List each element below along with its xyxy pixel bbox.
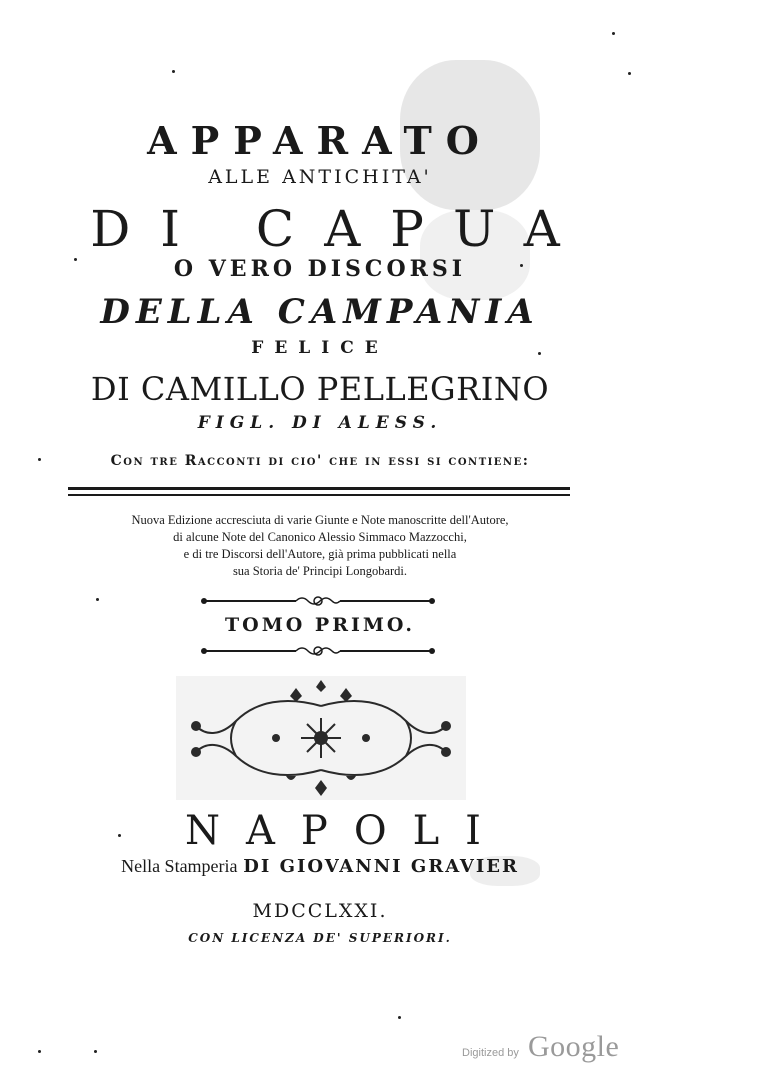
title-felice: FELICE xyxy=(251,338,389,358)
speck xyxy=(118,834,121,837)
title-apparato: APPARATO xyxy=(147,118,493,163)
edition-note-line: Nuova Edizione accresciuta di varie Giunte e Note manoscritte dell'Autore, xyxy=(131,513,509,527)
printer-name: DI GIOVANNI GRAVIER xyxy=(243,856,519,877)
imprint-license: CON LICENZA DE' SUPERIORI. xyxy=(188,931,452,945)
speck xyxy=(96,598,99,601)
title-discorsi: O VERO DISCORSI xyxy=(173,256,467,282)
edition-note-line: di alcune Note del Canonico Alessio Simmaco Mazzocchi, xyxy=(173,530,467,544)
imprint-year: MDCCLXXI. xyxy=(252,900,388,922)
speck xyxy=(94,1050,97,1053)
subtitle-racconti: Con tre Racconti di cio' che in essi si contiene: xyxy=(110,453,530,469)
double-rule-bottom xyxy=(68,494,570,496)
ornamental-rule-icon xyxy=(200,595,436,607)
title-antichita: ALLE ANTICHITA' xyxy=(208,166,432,188)
printer-prefix: Nella Stamperia xyxy=(121,856,238,876)
imprint-printer xyxy=(0,856,640,877)
volume-label: TOMO PRIMO. xyxy=(225,614,415,636)
speck xyxy=(74,258,77,261)
digitized-by-google-watermark xyxy=(462,1030,619,1064)
speck xyxy=(612,32,615,35)
title-capua: DI CAPUA xyxy=(90,200,590,258)
google-logo: Google xyxy=(527,1030,620,1063)
ornamental-rule-icon xyxy=(200,645,436,657)
speck xyxy=(628,72,631,75)
double-rule-top xyxy=(68,487,570,490)
watermark-prefix: Digitized by xyxy=(462,1047,519,1059)
edition-note-line: sua Storia de' Principi Longobardi. xyxy=(232,564,408,578)
speck xyxy=(38,458,41,461)
speck xyxy=(172,70,175,73)
speck xyxy=(398,1016,401,1019)
speck xyxy=(520,264,523,267)
author-parentage: FIGL. DI ALESS. xyxy=(197,413,443,433)
title-campania: DELLA CAMPANIA xyxy=(100,292,540,332)
floral-vignette-icon xyxy=(176,676,466,800)
speck xyxy=(538,352,541,355)
imprint-city: NAPOLI xyxy=(185,808,507,854)
author-name: DI CAMILLO PELLEGRINO xyxy=(90,370,550,408)
edition-note-line: e di tre Discorsi dell'Autore, già prima pubblicati nella xyxy=(183,547,457,561)
speck xyxy=(38,1050,41,1053)
